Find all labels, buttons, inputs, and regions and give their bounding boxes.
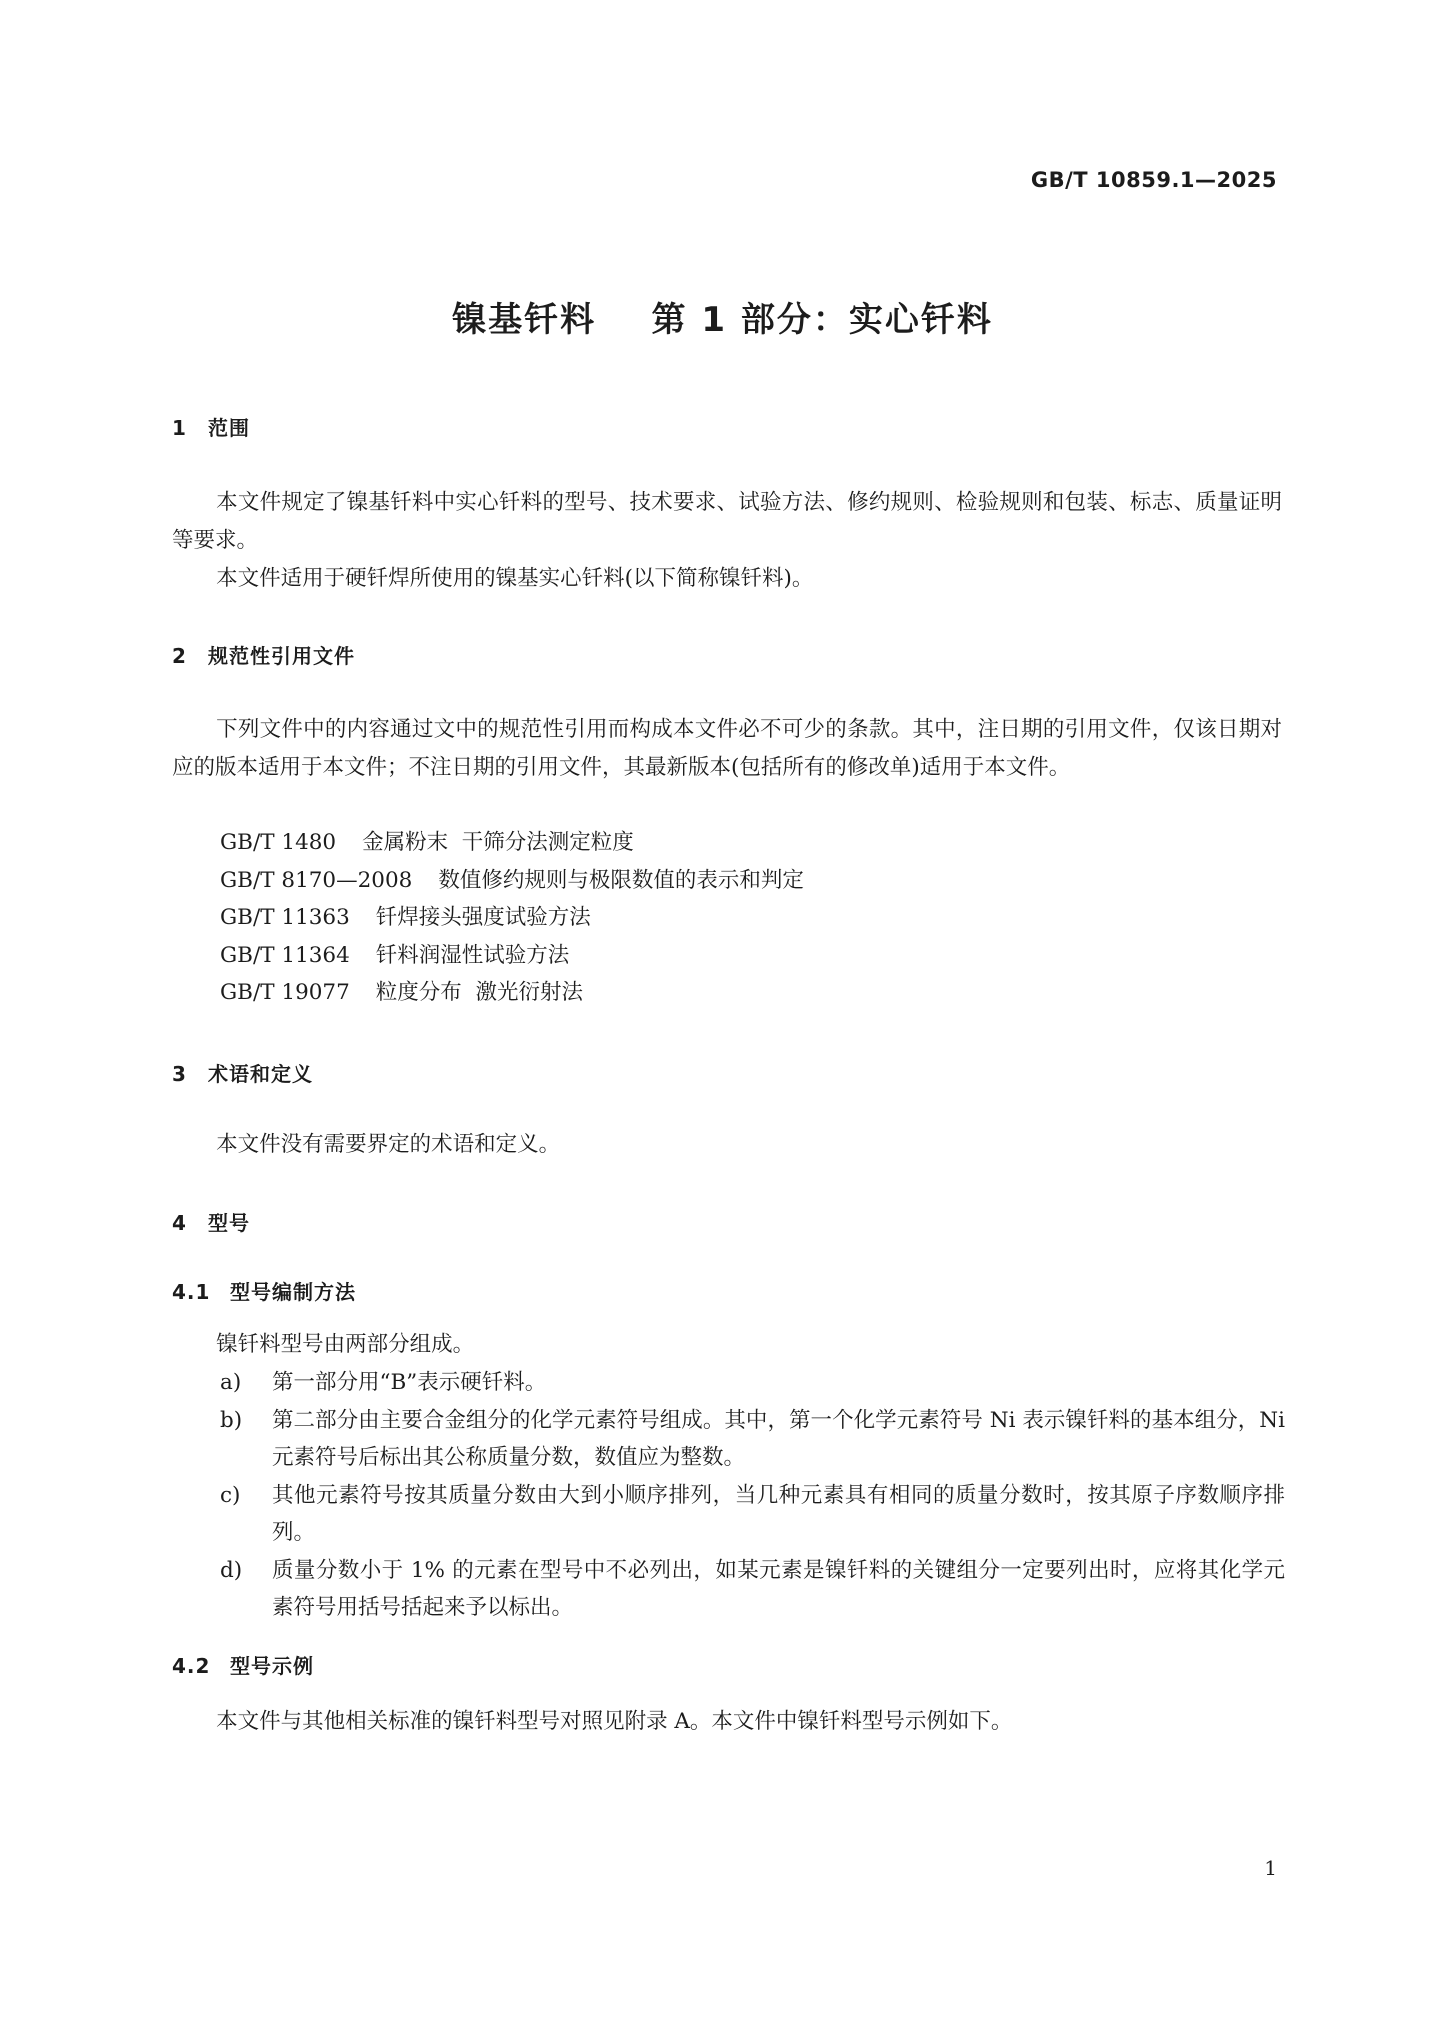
reference-title: 金属粉末 干筛分法测定粒度 bbox=[362, 830, 634, 855]
section-1-heading bbox=[172, 412, 250, 441]
paragraph: 本文件与其他相关标准的镍钎料型号对照见附录 A。本文件中镍钎料型号示例如下。 bbox=[216, 1709, 1013, 1734]
reference-code: GB/T 11364 bbox=[220, 942, 350, 968]
item-list bbox=[220, 1364, 1285, 1627]
list-item bbox=[220, 1477, 1285, 1552]
paragraph: 本文件规定了镍基钎料中实心钎料的型号、技术要求、试验方法、修约规则、检验规则和包装、标志、质量证明等要求。 bbox=[172, 490, 1282, 553]
list-item bbox=[220, 1364, 1285, 1402]
item-label: a) bbox=[220, 1370, 242, 1395]
section-title: 范围 bbox=[208, 416, 250, 440]
reference-code: GB/T 19077 bbox=[220, 980, 350, 1005]
reference-item bbox=[220, 974, 804, 1012]
reference-title: 粒度分布 激光衍射法 bbox=[375, 980, 583, 1005]
section-number: 2 bbox=[172, 644, 187, 668]
section-3-heading bbox=[172, 1058, 313, 1087]
reference-code: GB/T 11363 bbox=[220, 905, 350, 930]
section-number: 1 bbox=[172, 416, 187, 440]
document-title: 镍基钎料 第 1 部分：实心钎料 bbox=[452, 300, 993, 340]
item-text: 其他元素符号按其质量分数由大到小顺序排列，当几种元素具有相同的质量分数时，按其原子序数顺序排列。 bbox=[272, 1482, 1285, 1545]
item-text: 第一部分用“B”表示硬钎料。 bbox=[272, 1370, 547, 1395]
subsection-title: 型号编制方法 bbox=[230, 1280, 356, 1304]
reference-item bbox=[220, 899, 804, 937]
page-number: 1 bbox=[1264, 1856, 1277, 1880]
list-item bbox=[220, 1402, 1285, 1477]
standard-code: GB/T 10859.1—2025 bbox=[1030, 168, 1277, 192]
subsection-4-1-heading bbox=[172, 1276, 356, 1305]
section-title: 型号 bbox=[208, 1211, 250, 1235]
paragraph: 本文件适用于硬钎焊所使用的镍基实心钎料(以下简称镍钎料)。 bbox=[216, 566, 814, 591]
subsection-4-2-heading bbox=[172, 1650, 314, 1679]
section-number: 3 bbox=[172, 1062, 187, 1086]
section-4-heading bbox=[172, 1207, 250, 1236]
reference-code: GB/T 1480 bbox=[220, 830, 337, 855]
subsection-number: 4.1 bbox=[172, 1280, 211, 1304]
paragraph: 下列文件中的内容通过文中的规范性引用而构成本文件必不可少的条款。其中，注日期的引用文件，仅该日期对应的版本适用于本文件；不注日期的引用文件，其最新版本(包括所有的修改单)适用于本文件。 bbox=[172, 717, 1282, 780]
paragraph: 镍钎料型号由两部分组成。 bbox=[216, 1332, 475, 1357]
reference-item bbox=[220, 824, 804, 862]
section-number: 4 bbox=[172, 1211, 187, 1235]
list-item bbox=[220, 1552, 1285, 1627]
section-2-heading bbox=[172, 640, 355, 669]
item-label: c) bbox=[220, 1482, 241, 1508]
section-title: 术语和定义 bbox=[208, 1062, 313, 1086]
subsection-title: 型号示例 bbox=[230, 1654, 314, 1678]
reference-item bbox=[220, 862, 804, 900]
reference-title: 钎焊接头强度试验方法 bbox=[375, 905, 591, 930]
item-text: 第二部分由主要合金组分的化学元素符号组成。其中，第一个化学元素符号 Ni 表示镍钎料的基本组分，Ni 元素符号后标出其公称质量分数，数值应为整数。 bbox=[272, 1407, 1285, 1470]
reference-title: 钎料润湿性试验方法 bbox=[375, 942, 570, 968]
paragraph: 本文件没有需要界定的术语和定义。 bbox=[216, 1132, 561, 1157]
item-label: d) bbox=[220, 1557, 243, 1583]
item-text: 质量分数小于 1% 的元素在型号中不必列出，如某元素是镍钎料的关键组分一定要列出时，应将其化学元素符号用括号括起来予以标出。 bbox=[272, 1557, 1285, 1620]
section-title: 规范性引用文件 bbox=[208, 644, 355, 668]
reference-title: 数值修约规则与极限数值的表示和判定 bbox=[438, 867, 804, 893]
reference-item bbox=[220, 937, 804, 975]
subsection-number: 4.2 bbox=[172, 1654, 211, 1678]
reference-list bbox=[220, 824, 804, 1012]
item-label: b) bbox=[220, 1407, 243, 1433]
reference-code: GB/T 8170—2008 bbox=[220, 867, 413, 893]
